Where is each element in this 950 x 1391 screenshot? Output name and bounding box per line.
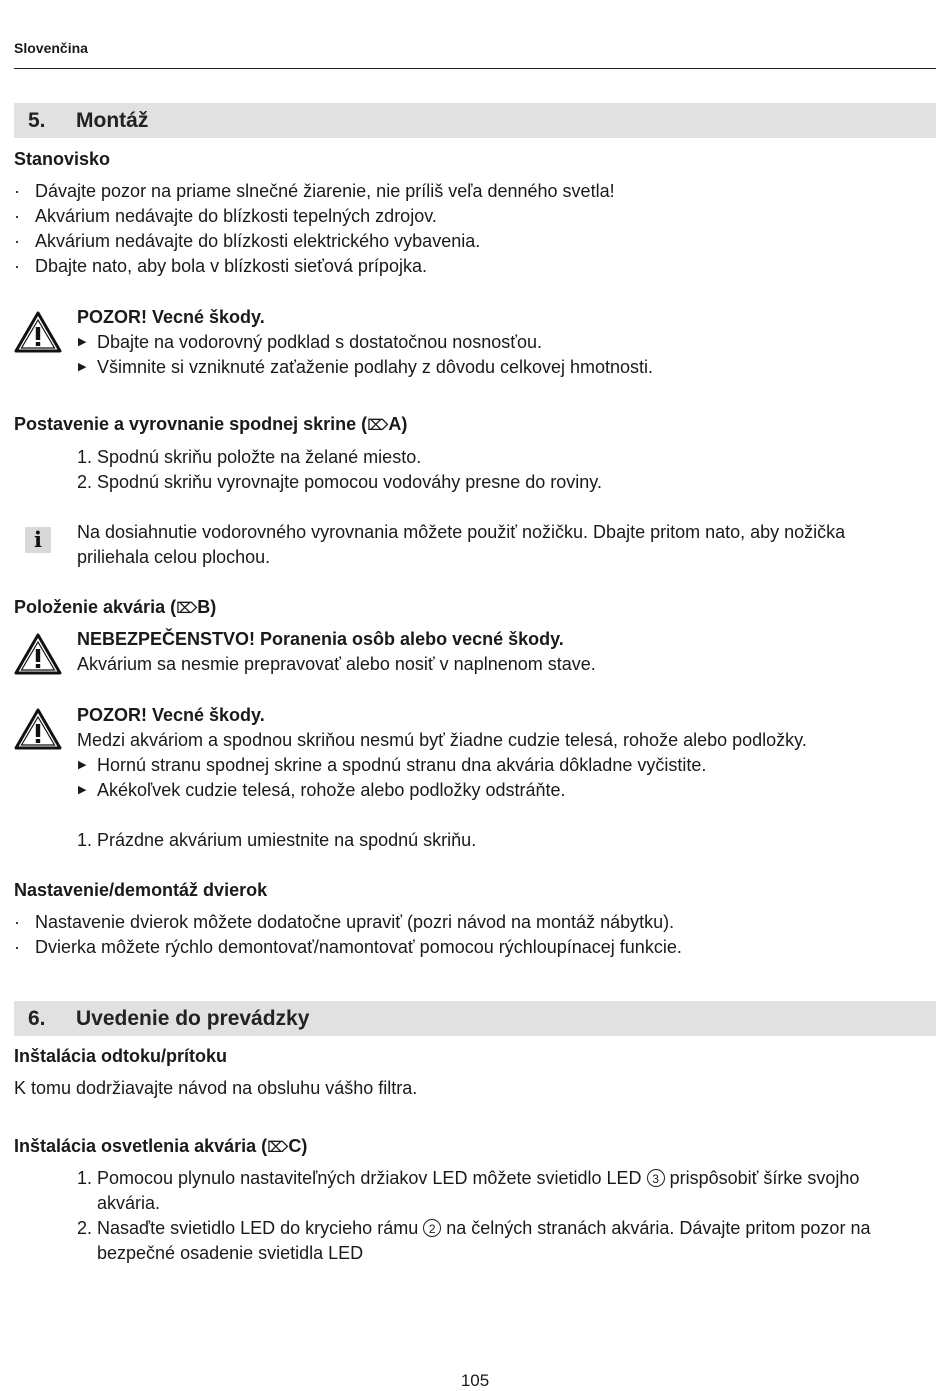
heading-text: Postavenie a vyrovnanie spodnej skrine ( xyxy=(14,414,368,434)
header-rule xyxy=(14,68,936,69)
bullet-item: Akvárium nedávajte do blízkosti tepelných zdrojov. xyxy=(35,206,437,226)
callout-number-icon: 3 xyxy=(647,1169,665,1187)
section-5-title: Montáž xyxy=(76,109,149,132)
step-text: bezpečné osadenie svietidla LED xyxy=(97,1243,364,1263)
warning-triangle-icon xyxy=(14,707,62,751)
step-number: 2. xyxy=(76,472,92,492)
language-label: Slovenčina xyxy=(14,40,88,56)
step-text-part: prispôsobiť šírke svojho xyxy=(669,1168,860,1188)
step-number: 2. xyxy=(76,1218,92,1238)
info-icon-glyph: i xyxy=(34,527,42,552)
heading-odtok: Inštalácia odtoku/prítoku xyxy=(14,1046,228,1066)
arrow-icon: ▶ xyxy=(78,784,87,796)
callout-number-icon: 2 xyxy=(423,1219,441,1237)
step-text: akvária. xyxy=(97,1193,161,1213)
page-number: 105 xyxy=(460,1371,490,1390)
figure-ref-icon: ⌦ xyxy=(176,599,198,617)
heading-postavenie xyxy=(14,414,407,435)
info-text: Na dosiahnutie vodorovného vyrovnania môžete použiť nožičku. Dbajte pritom nato, aby nožička xyxy=(77,522,846,542)
warning-title: POZOR! Vecné škody. xyxy=(77,705,265,725)
figure-ref-icon: ⌦ xyxy=(267,1138,289,1156)
section-5-number: 5. xyxy=(28,109,46,132)
figure-ref-label: A) xyxy=(388,414,408,434)
figure-ref-label: C) xyxy=(288,1136,308,1156)
danger-text: Akvárium sa nesmie prepravovať alebo nosiť v naplnenom stave. xyxy=(77,654,596,674)
figure-ref-icon: ⌦ xyxy=(367,416,389,434)
bullet-item: Nastavenie dvierok môžete dodatočne upraviť (pozri návod na montáž nábytku). xyxy=(35,912,675,932)
warning-item: Hornú stranu spodnej skrine a spodnú stranu dna akvária dôkladne vyčistite. xyxy=(97,755,707,775)
bullet-item: Dbajte nato, aby bola v blízkosti sieťová prípojka. xyxy=(35,256,427,276)
step-text xyxy=(97,1216,870,1241)
danger-title: NEBEZPEČENSTVO! Poranenia osôb alebo vecné škody. xyxy=(77,629,564,649)
step-text: Prázdne akvárium umiestnite na spodnú skriňu. xyxy=(97,830,477,850)
step-number: 1. xyxy=(76,447,92,467)
step-number: 1. xyxy=(76,830,92,850)
bullet-dot: · xyxy=(14,181,20,201)
warning-text: Medzi akváriom a spodnou skriňou nesmú byť žiadne cudzie telesá, rohože alebo podložky. xyxy=(77,730,807,750)
heading-text: Inštalácia osvetlenia akvária ( xyxy=(14,1136,268,1156)
bullet-item: Dvierka môžete rýchlo demontovať/namontovať pomocou rýchloupínacej funkcie. xyxy=(35,937,682,957)
section-6-bar xyxy=(14,1001,936,1036)
heading-polozenie xyxy=(14,597,216,618)
bullet-dot: · xyxy=(14,256,20,276)
heading-dvierka: Nastavenie/demontáž dvierok xyxy=(14,880,268,900)
bullet-dot: · xyxy=(14,231,20,251)
section-6-number: 6. xyxy=(28,1007,46,1030)
bullet-item: Dávajte pozor na priame slnečné žiarenie, nie príliš veľa denného svetla! xyxy=(35,181,615,201)
arrow-icon: ▶ xyxy=(78,336,87,348)
warning-triangle-icon xyxy=(14,632,62,676)
warning-item: Akékoľvek cudzie telesá, rohože alebo podložky odstráňte. xyxy=(97,780,566,800)
figure-ref-label: B) xyxy=(197,597,217,617)
section-5-bar xyxy=(14,103,936,138)
bullet-item: Akvárium nedávajte do blízkosti elektrického vybavenia. xyxy=(35,231,481,251)
bullet-dot: · xyxy=(14,206,20,226)
step-text: Spodnú skriňu vyrovnajte pomocou vodováhy presne do roviny. xyxy=(97,472,602,492)
info-text: priliehala celou plochou. xyxy=(77,547,271,567)
step-text xyxy=(97,1166,859,1191)
heading-stanovisko: Stanovisko xyxy=(14,149,111,169)
arrow-icon: ▶ xyxy=(78,361,87,373)
bullet-dot: · xyxy=(14,912,20,932)
section-6-title: Uvedenie do prevádzky xyxy=(76,1007,310,1030)
odtok-text: K tomu dodržiavajte návod na obsluhu vášho filtra. xyxy=(14,1078,418,1098)
warning-item: Všimnite si vzniknuté zaťaženie podlahy z dôvodu celkovej hmotnosti. xyxy=(97,357,654,377)
step-number: 1. xyxy=(76,1168,92,1188)
info-icon xyxy=(25,527,51,553)
warning-triangle-icon xyxy=(14,310,62,354)
warning-title: POZOR! Vecné škody. xyxy=(77,307,265,327)
warning-item: Dbajte na vodorovný podklad s dostatočnou nosnosťou. xyxy=(97,332,543,352)
step-text-part: na čelných stranách akvária. Dávajte pritom pozor na xyxy=(446,1218,871,1238)
step-text-part: Nasaďte svietidlo LED do krycieho rámu xyxy=(97,1218,419,1238)
arrow-icon: ▶ xyxy=(78,759,87,771)
heading-text: Položenie akvária ( xyxy=(14,597,177,617)
heading-osvetlenie xyxy=(14,1136,307,1157)
bullet-dot: · xyxy=(14,937,20,957)
step-text: Spodnú skriňu položte na želané miesto. xyxy=(97,447,422,467)
step-text-part: Pomocou plynulo nastaviteľných držiakov LED môžete svietidlo LED xyxy=(97,1168,642,1188)
